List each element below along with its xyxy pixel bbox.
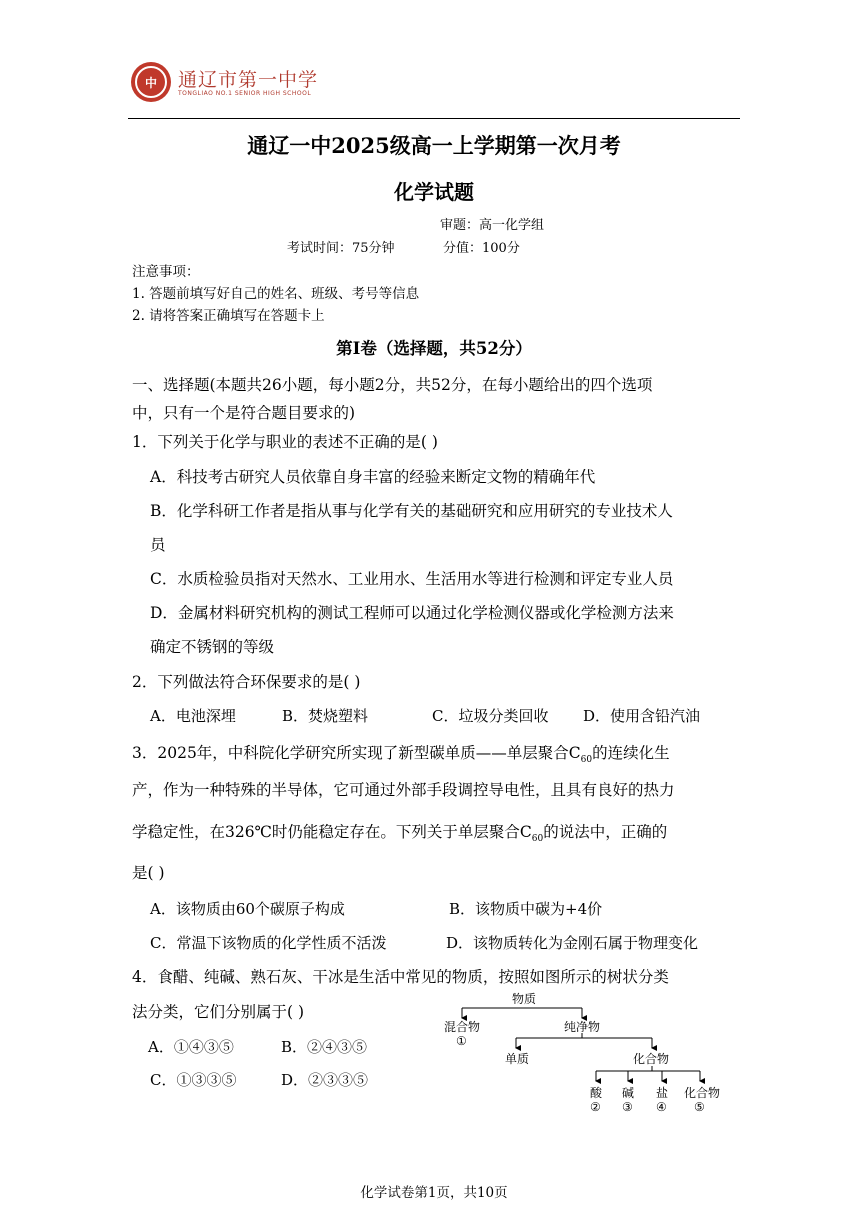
q2-option-b: B．焚烧塑料	[282, 707, 369, 725]
tree-acid-no: ②	[590, 1100, 601, 1114]
exam-reviewer: 审题：高一化学组	[440, 218, 545, 233]
page-footer: 化学试卷第1页，共10页	[360, 1185, 508, 1201]
q1-option-b-cont: 员	[150, 536, 166, 554]
q3-option-c: C．常温下该物质的化学性质不活泼	[150, 934, 387, 952]
q4-option-b: B．②④③⑤	[281, 1038, 368, 1056]
exam-title: 通辽一中2025级高一上学期第一次月考	[247, 133, 621, 158]
q3-stem-line4: 是( )	[132, 864, 165, 882]
q3-text: 的说法中，正确的	[543, 823, 668, 841]
q3-option-a: A．该物质由60个碳原子构成	[150, 900, 345, 918]
note-item: 2. 请将答案正确填写在答题卡上	[132, 308, 325, 324]
tree-other: 化合物	[684, 1086, 721, 1100]
tree-mixture-no: ①	[456, 1034, 467, 1048]
q2-option-d: D．使用含铅汽油	[583, 707, 701, 725]
section-title: 第Ⅰ卷（选择题，共52分）	[336, 339, 532, 358]
school-logo	[131, 62, 171, 102]
q1-option-a: A．科技考古研究人员依靠自身丰富的经验来断定文物的精确年代	[150, 468, 596, 486]
school-name: 通辽市第一中学	[178, 69, 319, 91]
q3-option-d: D．该物质转化为金刚石属于物理变化	[446, 934, 699, 952]
q3-stem-line1	[132, 741, 670, 765]
subscript: 60	[531, 834, 544, 845]
note-item: 1. 答题前填写好自己的姓名、班级、考号等信息	[132, 286, 420, 302]
q3-stem-line3	[132, 820, 667, 844]
school-name-en: TONGLIAO NO.1 SENIOR HIGH SCHOOL	[178, 90, 312, 97]
q4-stem: 4．食醋、纯碱、熟石灰、干冰是生活中常见的物质，按照如图所示的树状分类	[132, 968, 669, 986]
tree-salt: 盐	[656, 1086, 669, 1100]
q3-text: 学稳定性，在326℃时仍能稳定存在。下列关于单层聚合C	[132, 823, 532, 841]
q4-option-a: A．①④③⑤	[148, 1038, 234, 1056]
q1-option-c: C．水质检验员指对天然水、工业用水、生活用水等进行检测和评定专业人员	[150, 570, 674, 588]
logo-text: 中	[135, 66, 167, 98]
tree-pure: 纯净物	[564, 1020, 601, 1034]
q3-stem-line2: 产，作为一种特殊的半导体，它可通过外部手段调控导电性，且具有良好的热力	[132, 781, 675, 799]
section-intro: 一、选择题(本题共26小题，每小题2分，共52分，在每小题给出的四个选项	[132, 376, 653, 394]
q1-stem: 1．下列关于化学与职业的表述不正确的是( )	[132, 433, 438, 451]
tree-compound: 化合物	[633, 1052, 670, 1066]
q1-option-b: B．化学科研工作者是指从事与化学有关的基础研究和应用研究的专业技术人	[150, 502, 673, 520]
q3-text: 3．2025年，中科院化学研究所实现了新型碳单质——单层聚合C	[132, 744, 581, 762]
tree-root: 物质	[512, 992, 537, 1006]
q3-text: 的连续化生	[592, 744, 670, 762]
exam-time: 考试时间：75分钟	[287, 241, 395, 256]
subscript: 60	[580, 755, 593, 766]
tree-mixture: 混合物	[444, 1020, 481, 1034]
exam-score: 分值：100分	[443, 241, 520, 256]
tree-acid: 酸	[590, 1086, 603, 1100]
exam-subject: 化学试题	[394, 180, 474, 204]
q4-option-d: D．②③③⑤	[281, 1071, 369, 1089]
tree-other-no: ⑤	[694, 1100, 705, 1114]
q1-option-d-cont: 确定不锈钢的等级	[150, 638, 275, 656]
tree-salt-no: ④	[656, 1100, 667, 1114]
tree-base: 碱	[622, 1086, 635, 1100]
q4-option-c: C．①③③⑤	[150, 1071, 237, 1089]
q2-option-c: C．垃圾分类回收	[432, 707, 549, 725]
section-intro-cont: 中，只有一个是符合题目要求的)	[132, 404, 356, 422]
header-divider	[128, 118, 740, 119]
q2-stem: 2．下列做法符合环保要求的是( )	[132, 673, 361, 691]
notes-heading: 注意事项：	[132, 264, 200, 280]
classification-tree	[430, 985, 740, 1120]
q2-option-a: A．电池深埋	[150, 707, 236, 725]
tree-element: 单质	[505, 1052, 530, 1066]
q3-option-b: B．该物质中碳为+4价	[449, 900, 603, 918]
q1-option-d: D．金属材料研究机构的测试工程师可以通过化学检测仪器或化学检测方法来	[150, 604, 674, 622]
q4-stem-cont: 法分类，它们分别属于( )	[132, 1003, 305, 1021]
tree-base-no: ③	[622, 1100, 633, 1114]
